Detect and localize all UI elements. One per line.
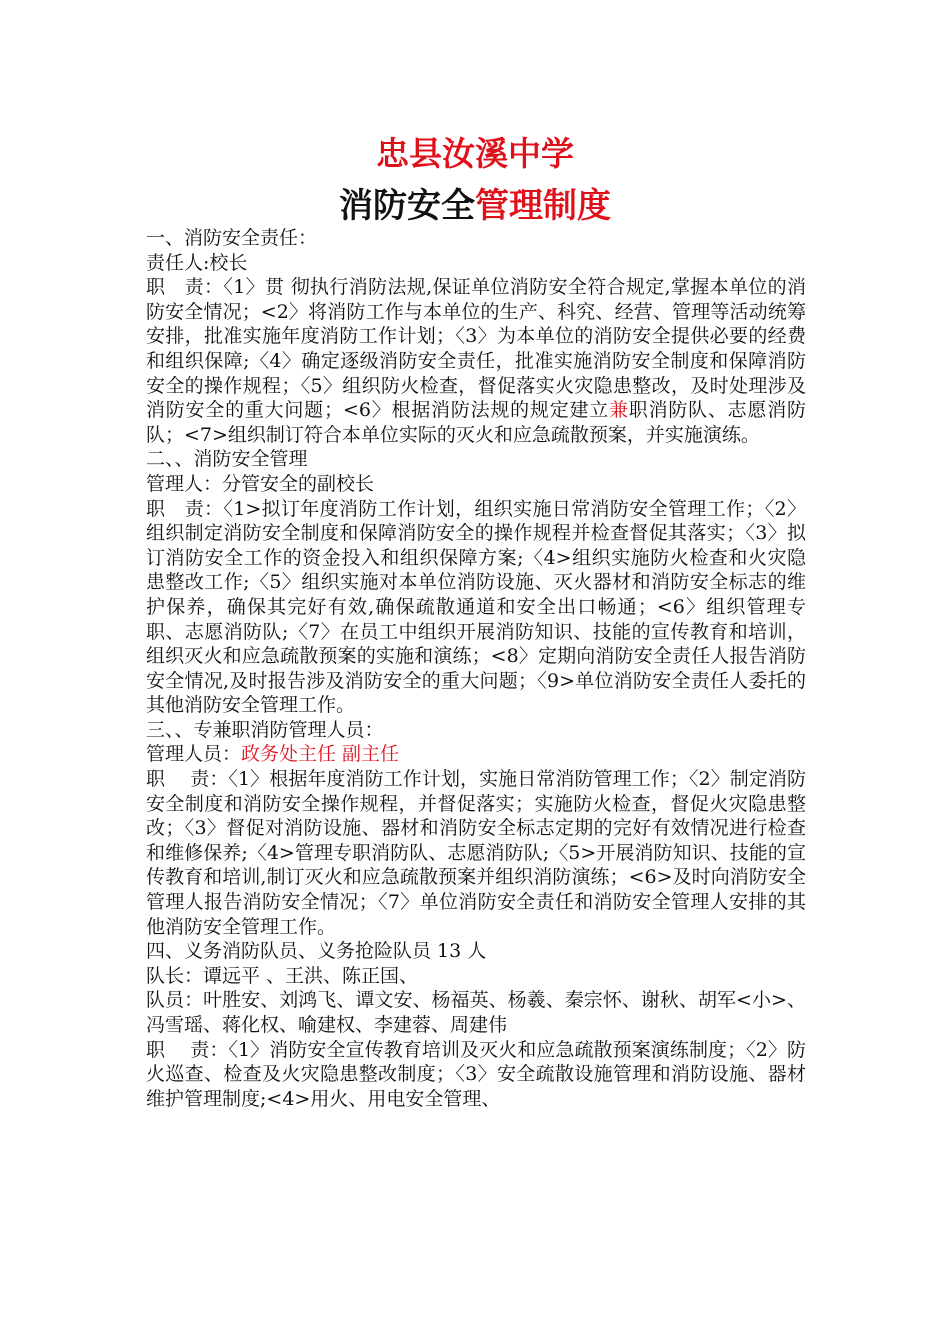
section-1-duty-red: 兼 [609,399,629,422]
document-title-red: 管理制度 [475,186,611,226]
document-body [146,226,806,1111]
document-title [0,178,950,227]
section-1-person: 责任人:校长 [146,251,248,274]
section-1-duty [146,275,806,447]
section-3-heading: 三、、专兼职消防管理人员： [146,718,384,741]
section-3-duty: 职 责：〈1〉根据年度消防工作计划，实施日常消防管理工作；〈2〉制定消防安全制度和消防安全操作规程，并督促落实；实施防火检查，督促火灾隐患整改；〈3〉督促对消防设施、器材和消防安全标志定期的完好有效情况进行检查和维修保养;〈4>管理专职消防队、志愿消防队;〈5>开展消防知识、技能的宣传教育和培训,制订灭火和应急疏散预案并组织消防演练；<6>及时向消防安全管理人报告消防安全情况；〈7〉单位消防安全责任和消防安全管理人安排的其他消防安全管理工作。 [146,768,806,938]
section-2-duty: 职 责：〈1>拟订年度消防工作计划，组织实施日常消防安全管理工作；〈2〉组织制定消防安全制度和保障消防安全的操作规程并检查督促其落实；〈3〉拟订消防安全工作的资金投入和组织保障方案;〈4>组织实施防火检查和火灾隐患整改工作;〈5〉组织实施对本单位消防设施、灭火器材和消防安全标志的维护保养，确保其完好有效,确保疏散通道和安全出口畅通；<6〉组织管理专职、志愿消防队;〈7〉在员工中组织开展消防知识、技能的宣传教育和培训，组织灭火和应急疏散预案的实施和演练；<8〉定期向消防安全责任人报告消防安全情况,及时报告涉及消防安全的重大问题；〈9>单位消防安全责任人委托的其他消防安全管理工作。 [146,497,806,717]
section-4-members: 队员：叶胜安、刘鸿飞、谭文安、杨福英、杨羲、秦宗怀、谢秋、胡军<小>、冯雪瑶、蒋化权、喻建权、李建蓉、周建伟 [146,989,806,1036]
section-2-heading: 二、、消防安全管理 [146,448,308,471]
section-4-captain: 队长：谭远平 、王洪、陈正国、 [146,964,419,987]
section-3-person-label: 管理人员： [146,743,242,766]
section-3-person-red: 政务处主任 副主任 [241,743,400,766]
section-1-duty-part2: 职消防队、志愿消防队；<7>组织制订符合本单位实际的灭火和应急疏散预案，并实施演练。 [146,399,806,446]
section-2-person: 管理人：分管安全的副校长 [146,472,375,495]
section-4-heading: 四、义务消防队员、义务抢险队员 13 人 [146,940,487,963]
section-3-person [146,742,806,767]
section-4-duty: 职 责：〈1〉消防安全宣传教育培训及灭火和应急疏散预案演练制度；〈2〉防火巡查、检查及火灾隐患整改制度；〈3〉安全疏散设施管理和消防设施、器材维护管理制度;<4>用火、用电安全管理、 [146,1038,806,1110]
section-1-heading: 一、消防安全责任： [146,227,318,249]
document-title-black: 消防安全 [339,186,475,226]
section-1-duty-part1: 职 责：〈1〉贯 彻执行消防法规,保证单位消防安全符合规定,掌握本单位的消防安全情况；<2〉将消防工作与本单位的生产、科究、经营、管理等活动统筹安排，批准实施年度消防工作计划；〈3〉为本单位的消防安全提供必要的经费和组织保障;〈4〉确定逐级消防安全责任，批准实施消防安全制度和保障消防安全的操作规程；〈5〉组织防火检查，督促落实火灾隐患整改，及时处理涉及消防安全的重大问题；<6〉根据消防法规的规定建立 [146,276,806,422]
school-name-title: 忠县汝溪中学 [376,134,574,173]
